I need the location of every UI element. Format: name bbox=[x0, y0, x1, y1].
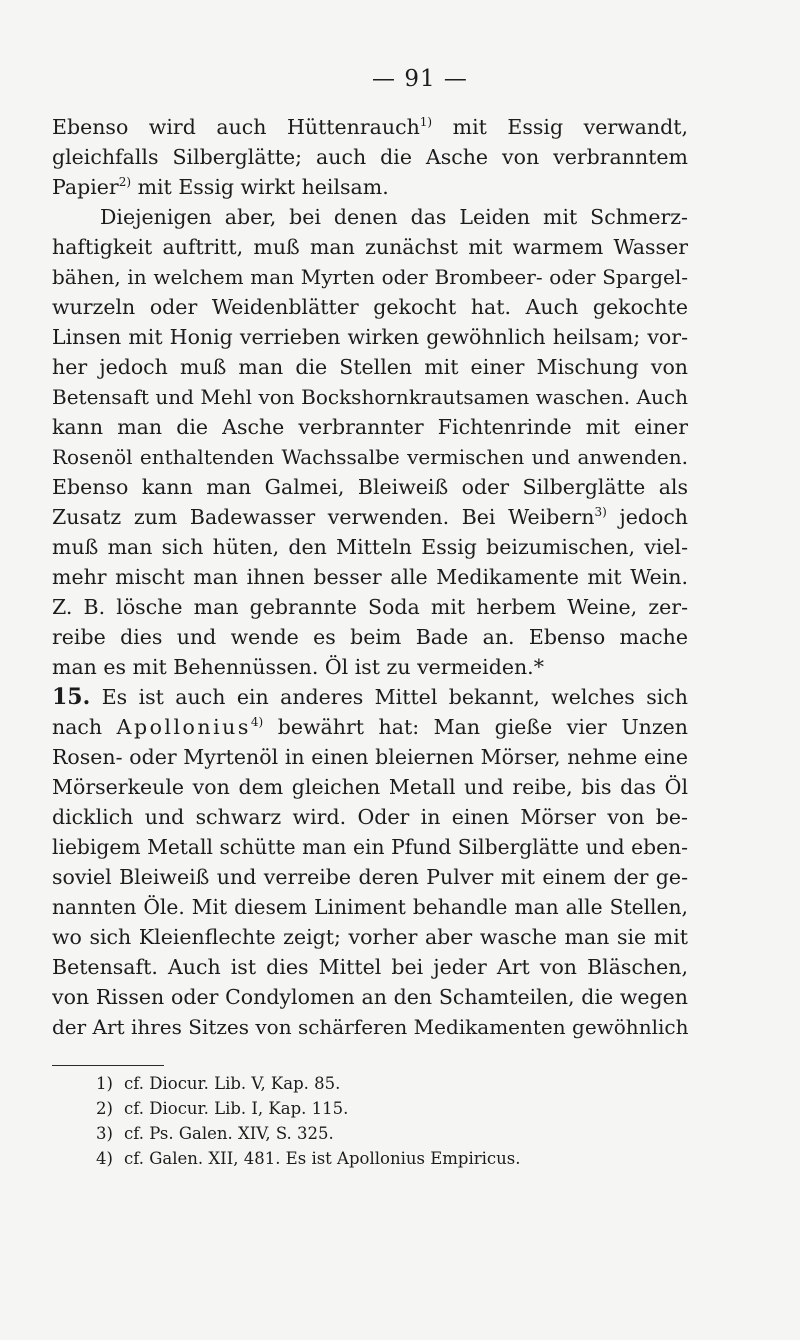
footnote bbox=[96, 1146, 656, 1171]
text-line: wo sich Kleienflechte zeigt; vorher aber wasche man sie mit bbox=[52, 925, 688, 949]
text-line: Ebenso kann man Galmei, Bleiweiß oder Silberglätte als bbox=[52, 475, 688, 499]
text-line: soviel Bleiweiß und verreibe deren Pulver mit einem der ge- bbox=[52, 865, 688, 889]
text-line: dicklich und schwarz wird. Oder in einen Mörser von be- bbox=[52, 805, 688, 829]
text-line: man es mit Behennüssen. Öl ist zu vermeiden.* bbox=[52, 655, 544, 679]
text-line: von Rissen oder Condylomen an den Schamteilen, die wegen bbox=[52, 985, 688, 1009]
text-line: mehr mischt man ihnen besser alle Medikamente mit Wein. bbox=[52, 565, 688, 589]
section-number: 15. bbox=[52, 684, 91, 710]
text-line: Rosenöl enthaltenden Wachssalbe vermischen und anwenden. bbox=[52, 445, 688, 469]
text-line: Zusatz zum Badewasser verwenden. Bei Weibern$^{3)}$ jedoch bbox=[52, 505, 688, 529]
text-line: Linsen mit Honig verrieben wirken gewöhnlich heilsam; vor- bbox=[52, 325, 688, 349]
footnotes bbox=[96, 1071, 656, 1171]
text-line: liebigem Metall schütte man ein Pfund Silberglätte und eben- bbox=[52, 835, 688, 859]
text-line: Betensaft und Mehl von Bockshornkrautsamen waschen. Auch bbox=[52, 385, 688, 409]
footnote-text: cf. Diocur. Lib. I, Kap. 115. bbox=[124, 1099, 349, 1118]
footnote-number: 3) bbox=[96, 1124, 113, 1143]
text-line: haftigkeit auftritt, muß man zunächst mit warmem Wasser bbox=[52, 235, 688, 259]
footnote-number: 1) bbox=[96, 1074, 113, 1093]
footnote bbox=[96, 1121, 656, 1146]
text-line: Diejenigen aber, bei denen das Leiden mit Schmerz- bbox=[100, 205, 688, 229]
footnote bbox=[96, 1071, 656, 1096]
text-line: der Art ihres Sitzes von schärferen Medikamenten gewöhnlich bbox=[52, 1015, 688, 1039]
text-line: Z. B. lösche man gebrannte Soda mit herbem Weine, zer- bbox=[52, 595, 688, 619]
footnote bbox=[96, 1096, 656, 1121]
text-line: Ebenso wird auch Hüttenrauch$^{1)}$ mit Essig verwandt, bbox=[52, 115, 688, 139]
footnote-text: cf. Diocur. Lib. V, Kap. 85. bbox=[124, 1074, 341, 1093]
text-line: kann man die Asche verbrannter Fichtenrinde mit einer bbox=[52, 415, 688, 439]
page-number: — 91 — bbox=[372, 66, 468, 92]
footnote-number: 4) bbox=[96, 1149, 113, 1168]
text-line: Betensaft. Auch ist dies Mittel bei jeder Art von Bläschen, bbox=[52, 955, 688, 979]
footnote-ref: 2) bbox=[118, 175, 132, 189]
text-line: Rosen- oder Myrtenöl in einen bleiernen Mörser, nehme eine bbox=[52, 745, 688, 769]
text-line: reibe dies und wende es beim Bade an. Ebenso mache bbox=[52, 625, 688, 649]
text-line: Mörserkeule von dem gleichen Metall und reibe, bis das Öl bbox=[52, 775, 688, 799]
text-line: her jedoch muß man die Stellen mit einer Mischung von bbox=[52, 355, 688, 379]
text-line: Papier$^{2)}$ mit Essig wirkt heilsam. bbox=[52, 175, 389, 199]
text-line: wurzeln oder Weidenblätter gekocht hat. Auch gekochte bbox=[52, 295, 688, 319]
footnote-ref: 4) bbox=[250, 715, 264, 729]
text-line: nach Apollonius$^{4)}$ bewährt hat: Man gieße vier Unzen bbox=[52, 715, 688, 739]
body-text bbox=[52, 112, 688, 1042]
footnote-divider bbox=[52, 1065, 164, 1066]
footnote-text: cf. Galen. XII, 481. Es ist Apollonius Empiricus. bbox=[124, 1149, 521, 1168]
footnote-text: cf. Ps. Galen. XIV, S. 325. bbox=[124, 1124, 334, 1143]
author-name: Apollonius bbox=[116, 715, 251, 739]
text-line: gleichfalls Silberglätte; auch die Asche von verbranntem bbox=[52, 145, 688, 169]
footnote-ref: 1) bbox=[419, 115, 433, 129]
footnote-number: 2) bbox=[96, 1099, 113, 1118]
text-line: 15. Es ist auch ein anderes Mittel bekannt, welches sich bbox=[52, 684, 688, 710]
footnote-ref: 3) bbox=[594, 505, 607, 519]
text-line: nannten Öle. Mit diesem Liniment behandle man alle Stellen, bbox=[52, 895, 688, 919]
text-line: bähen, in welchem man Myrten oder Brombeer- oder Spargel- bbox=[52, 265, 688, 289]
text-line: muß man sich hüten, den Mitteln Essig beizumischen, viel- bbox=[52, 535, 688, 559]
